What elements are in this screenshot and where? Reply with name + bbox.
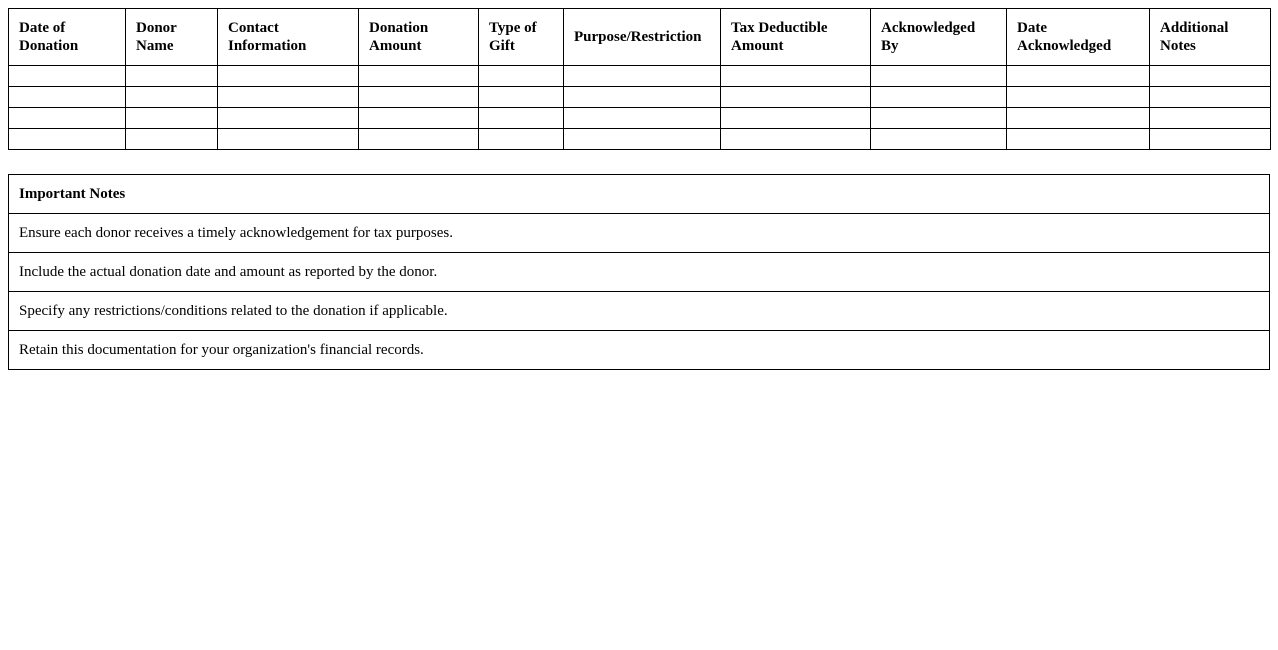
table-cell[interactable] bbox=[359, 66, 479, 87]
table-cell[interactable] bbox=[721, 129, 871, 150]
table-cell[interactable] bbox=[871, 87, 1007, 108]
note-item: Ensure each donor receives a timely acknowledgement for tax purposes. bbox=[9, 214, 1270, 253]
important-notes-table bbox=[8, 174, 1270, 370]
note-row bbox=[9, 253, 1270, 292]
table-cell[interactable] bbox=[359, 108, 479, 129]
table-cell[interactable] bbox=[564, 108, 721, 129]
table-cell[interactable] bbox=[126, 87, 218, 108]
table-cell[interactable] bbox=[126, 108, 218, 129]
table-row bbox=[9, 66, 1271, 87]
table-row bbox=[9, 87, 1271, 108]
table-cell[interactable] bbox=[126, 66, 218, 87]
notes-title: Important Notes bbox=[9, 175, 1270, 214]
table-cell[interactable] bbox=[1007, 87, 1150, 108]
table-cell[interactable] bbox=[218, 129, 359, 150]
table-cell[interactable] bbox=[1150, 129, 1271, 150]
table-cell[interactable] bbox=[721, 108, 871, 129]
notes-title-row bbox=[9, 175, 1270, 214]
column-header-contact-information: Contact Information bbox=[218, 9, 359, 66]
note-item: Specify any restrictions/conditions related to the donation if applicable. bbox=[9, 292, 1270, 331]
table-cell[interactable] bbox=[564, 66, 721, 87]
table-cell[interactable] bbox=[218, 108, 359, 129]
table-cell[interactable] bbox=[1007, 129, 1150, 150]
table-row bbox=[9, 129, 1271, 150]
table-cell[interactable] bbox=[871, 108, 1007, 129]
table-cell[interactable] bbox=[218, 87, 359, 108]
table-cell[interactable] bbox=[9, 108, 126, 129]
note-row bbox=[9, 292, 1270, 331]
column-header-acknowledged-by: Acknowledged By bbox=[871, 9, 1007, 66]
table-cell[interactable] bbox=[871, 66, 1007, 87]
note-row bbox=[9, 331, 1270, 370]
table-cell[interactable] bbox=[9, 87, 126, 108]
column-header-date-acknowledged: Date Acknowledged bbox=[1007, 9, 1150, 66]
table-cell[interactable] bbox=[479, 87, 564, 108]
note-item: Include the actual donation date and amount as reported by the donor. bbox=[9, 253, 1270, 292]
column-header-tax-deductible-amount: Tax Deductible Amount bbox=[721, 9, 871, 66]
table-cell[interactable] bbox=[564, 87, 721, 108]
table-cell[interactable] bbox=[359, 87, 479, 108]
column-header-donation-amount: Donation Amount bbox=[359, 9, 479, 66]
table-cell[interactable] bbox=[1007, 108, 1150, 129]
table-cell[interactable] bbox=[721, 66, 871, 87]
table-cell[interactable] bbox=[721, 87, 871, 108]
table-cell[interactable] bbox=[479, 129, 564, 150]
donation-log-table bbox=[8, 8, 1271, 150]
table-cell[interactable] bbox=[564, 129, 721, 150]
page bbox=[8, 8, 1270, 370]
table-cell[interactable] bbox=[479, 108, 564, 129]
column-header-type-of-gift: Type of Gift bbox=[479, 9, 564, 66]
column-header-date-of-donation: Date of Donation bbox=[9, 9, 126, 66]
table-cell[interactable] bbox=[9, 129, 126, 150]
note-item: Retain this documentation for your organization's financial records. bbox=[9, 331, 1270, 370]
donation-table-body bbox=[9, 66, 1271, 150]
table-cell[interactable] bbox=[479, 66, 564, 87]
table-header-row bbox=[9, 9, 1271, 66]
table-cell[interactable] bbox=[359, 129, 479, 150]
table-cell[interactable] bbox=[9, 66, 126, 87]
note-row bbox=[9, 214, 1270, 253]
table-cell[interactable] bbox=[871, 129, 1007, 150]
table-cell[interactable] bbox=[126, 129, 218, 150]
table-cell[interactable] bbox=[1150, 87, 1271, 108]
column-header-additional-notes: Additional Notes bbox=[1150, 9, 1271, 66]
column-header-purpose-restriction: Purpose/Restriction bbox=[564, 9, 721, 66]
table-row bbox=[9, 108, 1271, 129]
table-cell[interactable] bbox=[1150, 66, 1271, 87]
table-cell[interactable] bbox=[1150, 108, 1271, 129]
table-cell[interactable] bbox=[1007, 66, 1150, 87]
column-header-donor-name: Donor Name bbox=[126, 9, 218, 66]
table-cell[interactable] bbox=[218, 66, 359, 87]
